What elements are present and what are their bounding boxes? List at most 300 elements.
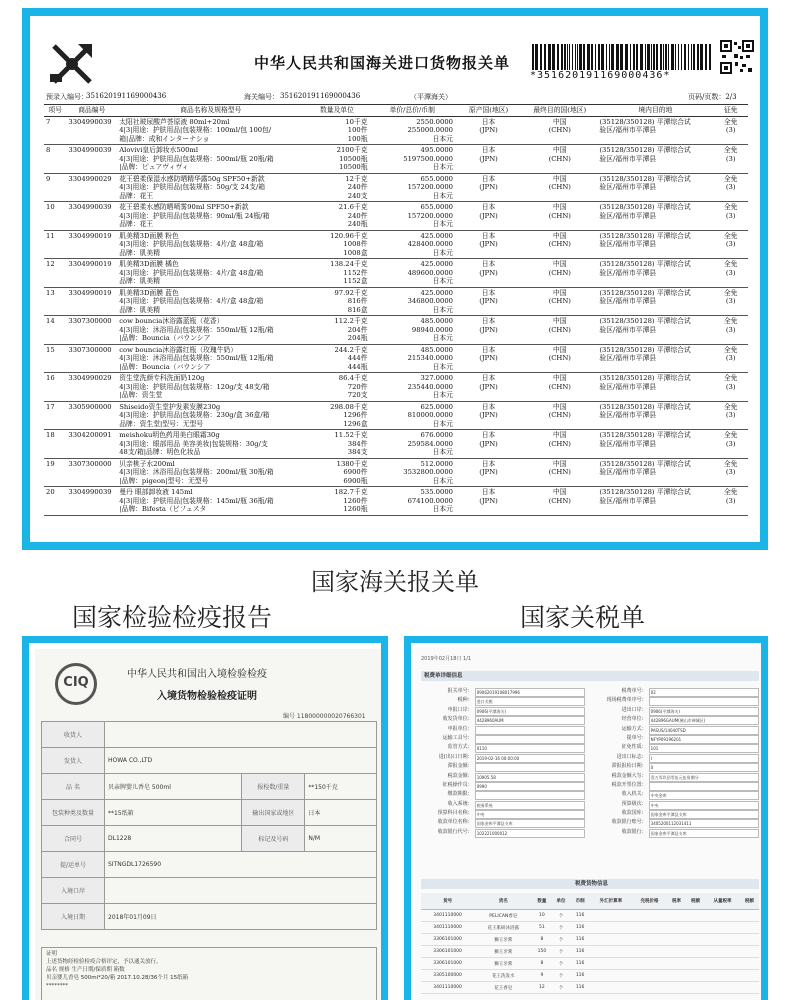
inspection-field-value: **15纸箱	[105, 800, 242, 826]
tax-field-label: 报关单号：	[447, 688, 473, 694]
tax-goods-cell	[632, 982, 667, 994]
customs-declaration-caption: 国家海关报关单	[311, 568, 479, 596]
commodity-code: 3304990029	[68, 374, 112, 382]
product-brand: 箱|品牌：成和インターナショ	[119, 134, 210, 143]
barcode-bar	[620, 44, 623, 70]
quantity-units: 1260瓶	[343, 505, 368, 513]
unit-price: 655.0000	[420, 174, 453, 183]
tax-goods-row	[421, 922, 759, 934]
origin-country: 日本	[481, 374, 496, 382]
declaration-table	[44, 104, 748, 516]
unit-price: 485.0000	[420, 317, 453, 325]
barcode-bar	[583, 44, 585, 70]
barcode-bar	[591, 44, 593, 70]
customs-declaration-document	[44, 30, 748, 516]
tax-goods-cell	[686, 958, 705, 970]
tax-exemption: 全免	[723, 260, 738, 268]
product-spec: 4|3|用途：护肤用品|包装规格：230g/盒 36盒/箱	[119, 411, 270, 419]
column-header: 征免	[713, 105, 748, 117]
product-spec: 4|3|用途：沐浴用品|包装规格：550ml/瓶 12瓶/箱	[119, 325, 274, 334]
item-number: 10	[46, 203, 55, 211]
barcode-bar	[651, 44, 652, 70]
tax-exemption-code: (3)	[725, 154, 736, 163]
tax-goods-cell: 3401110000	[421, 922, 474, 934]
tax-field-value: 2019-02-16 00:00:00	[475, 754, 585, 763]
origin-code: (JPN)	[479, 268, 498, 277]
destination-code: (CHN)	[548, 411, 571, 419]
quantity-pieces: 1260件	[343, 496, 368, 505]
column-header: 商品编号	[66, 105, 117, 117]
quantity-weight: 244.2千克	[334, 345, 368, 354]
tax-goods-cell: 个	[551, 958, 570, 970]
declaration-item-row	[44, 202, 748, 231]
product-brand: 品牌：花王	[119, 220, 154, 228]
commodity-code: 3307300000	[68, 317, 112, 325]
declaration-item-row	[44, 487, 748, 516]
quantity-units: 6900瓶	[343, 476, 368, 485]
destination-country: 中国	[552, 317, 567, 325]
tax-exemption-code: (3)	[725, 496, 736, 505]
barcode-bar	[645, 44, 646, 70]
tax-exemption-code: (3)	[725, 439, 736, 448]
domestic-destination-area: 验区/福州市平潭县	[599, 183, 657, 191]
currency: 日本元	[432, 334, 453, 342]
tax-field-label: 收款银行代号：	[437, 828, 473, 835]
tax-field-label: 税种：	[457, 697, 473, 704]
pre-entry-number: 351620191169000436	[86, 92, 167, 100]
inspection-field-value	[105, 878, 377, 904]
tax-goods-table	[421, 893, 759, 994]
product-spec: 4|3|用途：护肤用品|包装规格：4片/盒 48盒/箱	[119, 268, 264, 277]
tax-field-label: 预算科目名称：	[437, 810, 473, 817]
domestic-destination: (35128/350128) 平潭综合试	[599, 317, 691, 325]
tax-field-value	[649, 697, 759, 706]
tax-goods-cell: 8	[532, 934, 551, 946]
inspection-field-label: 品 名	[42, 774, 105, 800]
tax-exemption-code: (3)	[725, 126, 736, 134]
barcode-bar	[625, 44, 628, 70]
tax-goods-cell	[705, 922, 740, 934]
tax-goods-cell: 150	[532, 946, 551, 958]
tax-field-label: 收发货单位：	[442, 716, 473, 723]
tax-goods-cell: 116	[571, 982, 590, 994]
destination-code: (CHN)	[548, 382, 571, 391]
tax-field-label: 现场税费单序号：	[606, 697, 647, 704]
quantity-weight: 120.96千克	[330, 231, 368, 240]
tax-goods-cell	[686, 910, 705, 922]
product-spec: 4|3|用途：护肤用品|包装规格：100ml/包 100包/	[119, 126, 272, 134]
tax-detail-row	[421, 790, 759, 799]
product-spec: 4|3|用途：眼部用品 美容美妆|包装规格：30g/支	[119, 439, 268, 448]
product-name: Alovivi皇后卸妆水500ml	[119, 146, 199, 154]
quantity-pieces: 384件	[347, 439, 368, 448]
quantity-units: 1296盒	[343, 419, 368, 428]
tax-goods-cell: PELICAN香皂	[474, 910, 532, 922]
quantity-weight: 182.7千克	[334, 488, 368, 496]
total-price: 157200.0000	[407, 183, 453, 191]
commodity-code: 3307300000	[68, 345, 112, 354]
domestic-destination-area: 验区/福州市平潭县	[599, 154, 657, 163]
total-price: 489600.0000	[407, 268, 453, 277]
tax-goods-cell: 个	[551, 910, 570, 922]
barcode-bar	[684, 44, 686, 70]
inspection-row	[42, 826, 377, 852]
origin-country: 日本	[481, 459, 496, 468]
product-brand: |品牌：pigeon|型号：无型号	[119, 476, 209, 485]
quantity-units: 1008盒	[343, 248, 368, 257]
tax-field-value: I	[649, 754, 759, 763]
tax-field-label: 进出口岸：	[621, 706, 647, 713]
product-brand: 品牌：资生堂|型号：无型号	[119, 419, 204, 428]
quantity-pieces: 1008件	[343, 240, 368, 248]
barcode-bar	[540, 44, 542, 70]
unit-price: 512.0000	[420, 459, 453, 468]
tax-goods-cell	[686, 922, 705, 934]
origin-code: (JPN)	[479, 297, 498, 305]
inspection-field-value: 贝亲牌婴儿香皂 500ml	[105, 774, 242, 800]
origin-code: (JPN)	[479, 496, 498, 505]
domestic-destination-area: 验区/福州市平潭县	[599, 211, 657, 220]
tax-field-value: 10905.58	[475, 773, 585, 782]
declaration-item-row	[44, 116, 748, 145]
destination-code: (CHN)	[548, 325, 571, 334]
unit-price: 425.0000	[420, 288, 453, 297]
tax-field-value: 中央	[649, 801, 759, 810]
unit-price: 495.0000	[420, 146, 453, 154]
tax-form-caption: 国家关税单	[520, 603, 646, 632]
domestic-destination-area: 验区/福州市平潭县	[599, 297, 657, 305]
tax-goods-cell	[686, 982, 705, 994]
currency: 日本元	[432, 248, 453, 257]
tax-exemption: 全免	[723, 374, 738, 382]
product-spec: 4|3|用途：护肤用品|包装规格：120g/支 48支/箱	[119, 382, 270, 391]
inspection-field-label: 包装种类及数量	[42, 800, 105, 826]
customs-declaration-frame	[22, 8, 768, 550]
declaration-item-row	[44, 373, 748, 402]
destination-country: 中国	[552, 288, 567, 297]
product-brand: 品牌：肌美精	[119, 248, 161, 257]
inspection-report-caption: 国家检验检疫报告	[72, 603, 273, 632]
unit-price: 676.0000	[420, 431, 453, 439]
tax-field-value: 0906(平潭海关)	[475, 707, 585, 716]
inspection-title: 中华人民共和国出入境检验检疫	[127, 669, 267, 680]
quantity-units: 816盒	[347, 305, 368, 314]
barcode-bar	[653, 44, 655, 70]
declaration-item-row	[44, 430, 748, 459]
tax-goods-cell: 116	[571, 910, 590, 922]
barcode-bar	[691, 44, 692, 70]
tax-field-label: 滞报报检日期：	[611, 763, 647, 770]
tax-goods-cell	[705, 946, 740, 958]
quantity-pieces: 100件	[347, 126, 368, 134]
unit-price: 327.0000	[420, 374, 453, 382]
tax-field-value	[649, 782, 759, 791]
barcode-bar	[633, 44, 635, 70]
origin-code: (JPN)	[479, 354, 498, 362]
domestic-destination: (35128/350128) 平潭综合试	[599, 488, 691, 496]
tax-field-value: NFYP09196201	[649, 735, 759, 744]
quantity-pieces: 816件	[347, 297, 368, 305]
domestic-destination: (35128/350128) 平潭综合试	[599, 431, 691, 439]
tax-detail-row	[421, 715, 759, 724]
total-price: 428400.0000	[407, 240, 453, 248]
tax-goods-row	[421, 982, 759, 994]
tax-exemption: 全免	[723, 402, 738, 411]
domestic-destination-area: 验区/福州市平潭县	[599, 411, 657, 419]
quantity-units: 384支	[347, 448, 368, 456]
tax-field-label: 税款开票位置：	[611, 781, 647, 788]
tax-goods-cell	[632, 910, 667, 922]
declaration-item-row	[44, 287, 748, 316]
tax-goods-cell	[667, 982, 686, 994]
tax-goods-cell	[590, 958, 633, 970]
commodity-code: 3304990019	[68, 260, 112, 268]
barcode-bar	[557, 44, 559, 70]
tax-detail-row	[421, 772, 759, 781]
origin-code: (JPN)	[479, 154, 498, 163]
product-spec: 4|3|用途：沐浴用品|包装规格：200ml/瓶 30瓶/箱	[119, 468, 274, 476]
inspection-field-value: DL1228	[105, 826, 242, 852]
inspection-field-label: 入境口岸	[42, 878, 105, 904]
product-brand: 品牌：花王	[119, 191, 154, 200]
tax-field-value: 09062019108017996	[475, 688, 585, 697]
tax-goods-cell: 116	[571, 934, 590, 946]
tax-field-label: 缴款期限：	[447, 791, 473, 798]
column-header: 项号	[44, 105, 66, 117]
qr-code-icon	[720, 40, 754, 74]
inspection-field-value: HOWA CO.,LTD	[105, 748, 377, 774]
tax-goods-column-header: 单位	[551, 893, 570, 910]
barcode-bar	[572, 44, 573, 70]
inspection-footer-line: 上述货物经检验检疫合格评定，予以通关放行。	[46, 959, 162, 965]
item-number: 12	[46, 260, 55, 268]
barcode-bar	[630, 44, 631, 70]
origin-country: 日本	[481, 174, 496, 183]
tax-details	[421, 687, 759, 837]
tax-form-frame	[404, 636, 768, 1000]
page-indicator: 页码/页数：2/3	[688, 93, 737, 101]
domestic-destination: (35128/350128) 平潭综合试	[599, 146, 691, 154]
destination-code: (CHN)	[548, 154, 571, 163]
tax-exemption-code: (3)	[725, 240, 736, 248]
tax-field-label: 征税操作员：	[442, 781, 473, 788]
item-number: 16	[46, 374, 55, 382]
barcode-icon	[532, 44, 714, 72]
inspection-number: 编号 118000000020766301	[283, 713, 366, 720]
tax-goods-cell	[740, 958, 759, 970]
tax-goods-cell: 个	[551, 934, 570, 946]
item-number: 20	[46, 488, 55, 496]
product-spec: 4|3|用途：护肤用品|包装规格：4片/盒 48盒/箱	[119, 240, 264, 248]
inspection-row	[42, 774, 377, 800]
barcode-bar	[564, 44, 566, 70]
tax-detail-row	[421, 696, 759, 705]
tax-goods-cell	[590, 922, 633, 934]
tax-goods-cell	[632, 970, 667, 982]
total-price: 5197500.0000	[403, 154, 453, 163]
commodity-code: 3307300000	[68, 459, 112, 468]
tax-field-label: 运输方式：	[621, 725, 647, 732]
currency: 日本元	[432, 134, 453, 143]
tax-field-value: 3405200112031411	[649, 819, 759, 828]
domestic-destination-area: 验区/福州市平潭县	[599, 496, 657, 505]
inspection-field-value	[105, 722, 377, 748]
barcode-bar	[595, 44, 596, 70]
column-header: 原产国(地区)	[455, 105, 522, 117]
item-number: 17	[46, 402, 55, 411]
tax-goods-cell: 116	[571, 958, 590, 970]
barcode-bar	[693, 44, 695, 70]
product-name: 肌美精3D面膜 橘色	[119, 260, 179, 268]
barcode-bar	[532, 44, 534, 70]
domestic-destination-area: 验区/福州市平潭县	[599, 468, 657, 476]
quantity-units: 10500瓶	[339, 163, 368, 171]
total-price: 215340.0000	[407, 354, 453, 362]
total-price: 157200.0000	[407, 211, 453, 220]
inspection-field-value: **150千克	[305, 774, 377, 800]
tax-field-value: 壹万零玖佰零伍元伍角捌分	[649, 773, 759, 782]
tax-goods-cell	[667, 958, 686, 970]
tax-goods-cell: 个	[551, 970, 570, 982]
tax-goods-cell	[590, 970, 633, 982]
barcode-bar	[611, 44, 614, 70]
tax-exemption-code: (3)	[725, 183, 736, 191]
origin-country: 日本	[481, 345, 496, 354]
destination-code: (CHN)	[548, 297, 571, 305]
unit-price: 2550.0000	[416, 117, 453, 126]
commodity-code: 3304200091	[68, 431, 112, 439]
origin-country: 日本	[481, 402, 496, 411]
tax-exemption: 全免	[723, 117, 738, 126]
tax-goods-cell	[590, 946, 633, 958]
tax-goods-cell: 3401110000	[421, 910, 474, 922]
inspection-certificate-frame	[22, 636, 388, 1000]
currency: 日本元	[432, 191, 453, 200]
quantity-units: 240瓶	[347, 220, 368, 228]
unit-price: 655.0000	[420, 203, 453, 211]
tax-goods-cell	[740, 934, 759, 946]
unit-price: 425.0000	[420, 231, 453, 240]
total-price: 810000.0000	[407, 411, 453, 419]
tax-goods-cell	[740, 946, 759, 958]
destination-code: (CHN)	[548, 496, 571, 505]
barcode-bar	[660, 44, 662, 70]
tax-goods-cell: 3306101000	[421, 934, 474, 946]
domestic-destination: (35128/350128) 平潭综合试	[599, 459, 691, 468]
product-spec: 4|3|用途：沐浴用品|包装规格：550ml/瓶 12瓶/箱	[119, 354, 274, 362]
product-brand: |品牌：资生堂	[119, 391, 163, 399]
barcode-bar	[668, 44, 669, 70]
tax-detail-row	[421, 734, 759, 743]
origin-code: (JPN)	[479, 183, 498, 191]
declaration-item-row	[44, 401, 748, 430]
destination-country: 中国	[552, 174, 567, 183]
destination-country: 中国	[552, 117, 567, 126]
barcode-bar	[697, 44, 699, 70]
barcode-bar	[579, 44, 582, 70]
tax-goods-cell	[705, 958, 740, 970]
inspection-field-value: 2018年01月09日	[105, 904, 377, 930]
tax-exemption: 全免	[723, 345, 738, 354]
tax-form-date: 2019年02月18日 1/1	[421, 656, 472, 662]
quantity-weight: 10千克	[345, 117, 368, 126]
tax-detail-row	[421, 706, 759, 715]
item-number: 11	[46, 231, 55, 240]
tax-field-label: 征免性质：	[621, 744, 647, 751]
tax-field-value: 02	[649, 688, 759, 697]
tax-goods-cell	[686, 946, 705, 958]
tax-field-value: 中央	[475, 810, 585, 819]
tax-field-label: 收款银行账号：	[611, 819, 647, 826]
tax-field-label: 进(出)口日期：	[438, 753, 473, 760]
product-name: 贝亲桃子水200ml	[119, 459, 175, 468]
tax-goods-cell	[667, 922, 686, 934]
total-price: 346800.0000	[407, 297, 453, 305]
domestic-destination-area: 验区/福州市平潭县	[599, 268, 657, 277]
tax-goods-cell: 花王洗发水	[474, 970, 532, 982]
total-price: 98940.0000	[411, 325, 453, 334]
tax-detail-row	[421, 828, 759, 837]
tax-exemption: 全免	[723, 488, 738, 496]
tax-goods-cell	[632, 934, 667, 946]
tax-exemption: 全免	[723, 459, 738, 468]
tax-goods-cell	[632, 946, 667, 958]
product-spec: 4|3|用途：护肤用品|包装规格：145ml/瓶 36瓶/箱	[119, 496, 274, 505]
origin-country: 日本	[481, 146, 496, 154]
destination-country: 中国	[552, 459, 567, 468]
item-number: 8	[46, 146, 51, 154]
quantity-weight: 138.24千克	[330, 260, 368, 268]
quantity-weight: 86.4千克	[338, 374, 368, 382]
tax-goods-cell: 3306101000	[421, 958, 474, 970]
barcode-bar	[656, 44, 658, 70]
product-name: 曼丹 眼部卸妆液 145ml	[119, 488, 193, 496]
product-name: 花王碧柔水感防晒喷雾90ml SPF50+新款	[119, 203, 249, 211]
tax-field-label: 申报单位：	[447, 725, 473, 732]
total-price: 674100.0000	[407, 496, 453, 505]
tax-goods-cell: 3305100000	[421, 970, 474, 982]
tax-goods-cell: 个	[551, 922, 570, 934]
tax-goods-column-header: 税额	[686, 893, 705, 910]
tax-field-value: PASUS/14040TSD	[649, 726, 759, 735]
inspection-table	[41, 721, 377, 930]
tax-goods-row	[421, 970, 759, 982]
tax-detail-row	[421, 800, 759, 809]
tax-goods-row	[421, 910, 759, 922]
tax-field-value: 国家金库平潭县支库	[475, 819, 585, 828]
declaration-header-row	[44, 105, 748, 117]
tax-goods-cell: 花王肌研沐浴露	[474, 922, 532, 934]
origin-code: (JPN)	[479, 126, 498, 134]
origin-country: 日本	[481, 203, 496, 211]
currency: 日本元	[432, 220, 453, 228]
quantity-weight: 298.08千克	[330, 402, 368, 411]
tax-goods-cell: 个	[551, 946, 570, 958]
tax-field-value: 税务系统	[475, 801, 585, 810]
product-name: Shiseido资生堂护发素发膜230g	[119, 402, 221, 411]
product-brand: |品牌：Bouncia（バウンシア	[119, 362, 211, 371]
inspection-field-value: SITNGDL1726590	[105, 852, 377, 878]
tax-goods-cell: 狮王牙膏	[474, 934, 532, 946]
product-name: 资生堂洗颜专科洗面奶120g	[119, 374, 205, 382]
inspection-field-label: 发货人	[42, 748, 105, 774]
tax-field-value: 0990	[475, 782, 585, 791]
tax-goods-cell	[667, 970, 686, 982]
currency: 日本元	[432, 505, 453, 513]
barcode-bar	[616, 44, 619, 70]
tax-form-document	[415, 647, 765, 1000]
tax-goods-cell	[632, 922, 667, 934]
